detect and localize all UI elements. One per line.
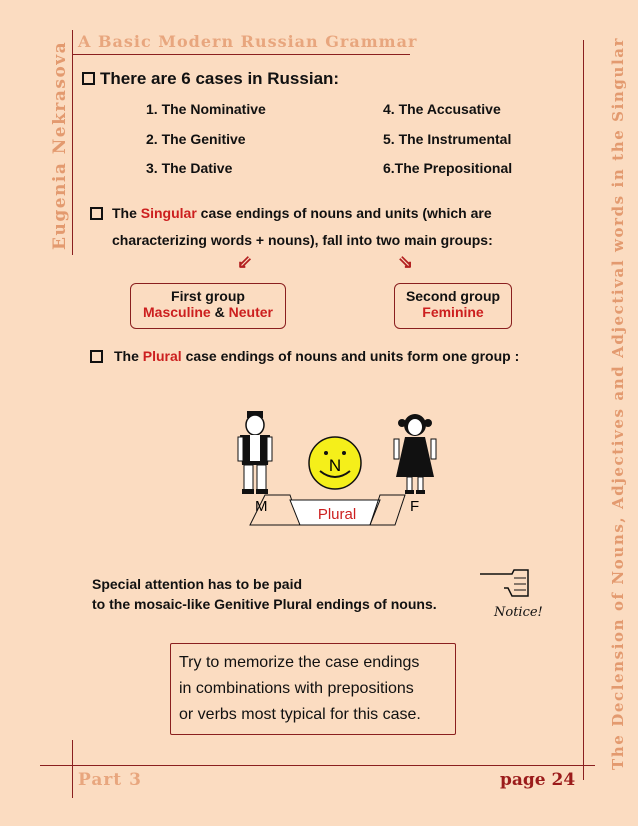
arrow-down-left-icon: ⇙: [237, 252, 253, 272]
attention-line-1: Special attention has to be paid: [92, 576, 303, 592]
left-top-rule: [72, 30, 73, 255]
left-bottom-rule: [72, 740, 73, 798]
author-name: Eugenia Nekrasova: [50, 40, 70, 250]
cases-intro: There are 6 cases in Russian:: [100, 69, 340, 88]
first-group-genders: [131, 304, 285, 320]
memorize-line: in combinations with prepositions: [179, 680, 414, 697]
case-item: 6.The Prepositional: [383, 160, 513, 176]
plural-line: [114, 348, 519, 364]
bullet-icon: [82, 72, 95, 85]
plural-highlight: Plural: [142, 348, 182, 364]
attention-line-2: to the mosaic-like Genitive Plural endings of nouns.: [92, 596, 437, 612]
singular-line-2: characterizing words + nouns), fall into two main groups:: [112, 232, 493, 248]
memorize-line: Try to memorize the case endings: [179, 654, 420, 671]
arrow-down-right-icon: ⇘: [398, 252, 414, 272]
masculine-letter: M: [255, 498, 268, 515]
case-item: 2. The Genitive: [146, 131, 246, 147]
text-part: The: [112, 205, 141, 221]
plural-banner-label: Plural: [317, 506, 357, 523]
page-number: page 24: [500, 770, 576, 790]
plural-figure: [220, 405, 450, 535]
bullet-icon: [90, 350, 103, 363]
girl-icon: [394, 414, 436, 494]
case-item: 4. The Accusative: [383, 101, 501, 117]
second-group-box: [394, 283, 512, 329]
part-label: Part 3: [78, 770, 142, 790]
memorize-box: [170, 643, 456, 735]
singular-line-1: [112, 205, 492, 221]
feminine-letter: F: [410, 498, 420, 515]
case-item: 1. The Nominative: [146, 101, 266, 117]
boy-icon: [238, 411, 272, 494]
neuter-label: Neuter: [228, 304, 273, 320]
notice-label: Notice!: [494, 605, 543, 620]
first-group-title: First group: [171, 288, 245, 304]
first-group-box: [130, 283, 286, 329]
chapter-title: The Declension of Nouns, Adjectives and Adjectival words in the Singular: [609, 36, 627, 770]
singular-highlight: Singular: [140, 205, 197, 221]
bullet-icon: [90, 207, 103, 220]
bottom-rule: [40, 765, 595, 766]
text-part: The: [114, 348, 143, 364]
case-item: 5. The Instrumental: [383, 131, 512, 147]
top-rule: [72, 54, 410, 55]
memorize-line: or verbs most typical for this case.: [179, 706, 421, 723]
neuter-letter: N: [328, 456, 342, 475]
right-rule: [583, 40, 584, 780]
pointing-hand-icon: [478, 566, 544, 600]
text-part: case endings of nouns and units form one group :: [181, 348, 520, 364]
masculine-label: Masculine: [143, 304, 211, 320]
case-item: 3. The Dative: [146, 160, 233, 176]
second-group-title: Second group: [405, 288, 501, 304]
ampersand: &: [214, 304, 225, 320]
feminine-label: Feminine: [422, 304, 484, 320]
text-part: case endings of nouns and units (which are: [196, 205, 492, 221]
book-title: A Basic Modern Russian Grammar: [78, 32, 418, 51]
